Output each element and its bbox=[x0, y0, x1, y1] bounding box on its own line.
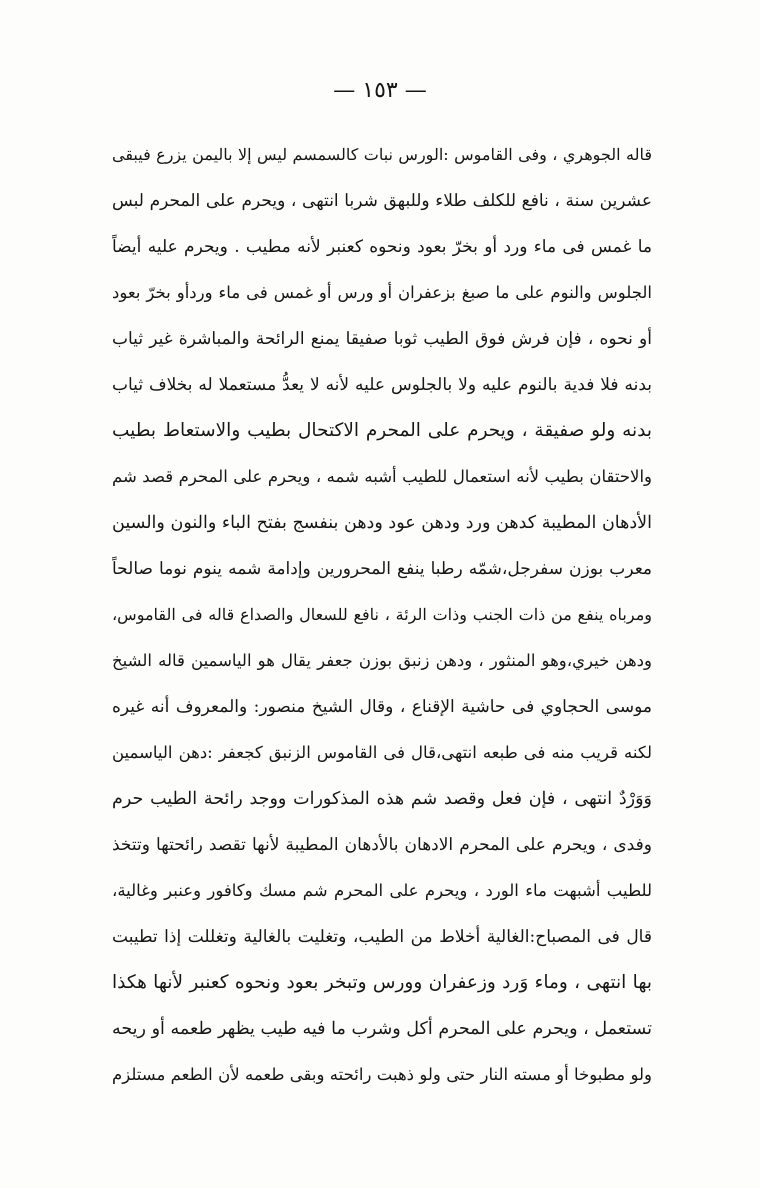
text-line: والاحتقان بطيب لأنه استعمال للطيب أشبه شمه ، ويحرم على المحرم قصد شم bbox=[112, 467, 652, 486]
text-line: قال فى المصباح:الغالية أخلاط من الطيب، وتغليت بالغالية وتغللت إذا تطيبت bbox=[112, 927, 652, 947]
text-line: بدنه فلا فدية بالنوم عليه ولا بالجلوس عليه لأنه لا يعدُّ مستعملا له بخلاف ثياب bbox=[112, 375, 652, 395]
text-line: عشرين سنة ، نافع للكلف طلاء وللبهق شربا انتهى ، ويحرم على المحرم لبس bbox=[112, 191, 652, 211]
text-line: أو نحوه ، فإن فرش فوق الطيب ثوبا صفيقا يمنع الرائحة والمباشرة غير ثياب bbox=[112, 329, 652, 349]
text-line: لكنه قريب منه فى طبعه انتهى،قال فى القاموس الزنبق كجعفر :دهن الياسمين bbox=[112, 743, 652, 762]
text-line: ودهن خيري،وهو المنثور ، ودهن زنبق بوزن جعفر يقال هو الياسمين قاله الشيخ bbox=[112, 651, 652, 670]
text-line: قاله الجوهري ، وفى القاموس :الورس نبات كالسمسم ليس إلا باليمن يزرع فيبقى bbox=[112, 145, 652, 164]
text-line: للطيب أشبهت ماء الورد ، ويحرم على المحرم شم مسك وكافور وعنبر وغالية، bbox=[112, 881, 652, 900]
text-line: تستعمل ، ويحرم على المحرم أكل وشرب ما فيه طيب يظهر طعمه أو ريحه bbox=[112, 1019, 652, 1039]
text-line: معرب بوزن سفرجل،شمّه رطبا ينفع المحرورين وإدامة شمه ينوم نوما صالحاً bbox=[112, 559, 652, 579]
text-line: ولو مطبوخا أو مسته النار حتى ولو ذهبت رائحته وبقى طعمه لأن الطعم مستلزم bbox=[112, 1065, 652, 1084]
text-line: بها انتهى ، وماء وَرد وزعفران وورس وتبخر بعود ونحوه كعنبر لأنها هكذا bbox=[112, 972, 652, 993]
text-line: موسى الحجاوي فى حاشية الإقناع ، وقال الشيخ منصور: والمعروف أنه غيره bbox=[112, 697, 652, 717]
text-line: الأدهان المطيبة كدهن ورد ودهن عود ودهن بنفسج بفتح الباء والنون والسين bbox=[112, 513, 652, 533]
text-line: ما غمس فى ماء ورد أو بخرّ بعود ونحوه كعنبر لأنه مطيب . ويحرم عليه أيضاً bbox=[112, 237, 652, 257]
text-line: الجلوس والنوم على ما صبغ بزعفران أو ورس أو غمس فى ماء وردأو بخرّ بعود bbox=[112, 283, 652, 302]
text-line: وفدى ، ويحرم على المحرم الادهان بالأدهان المطيبة لأنها تقصد رائحتها وتتخذ bbox=[112, 835, 652, 855]
text-line: ومرباه ينفع من ذات الجنب وذات الرئة ، نافع للسعال والصداع قاله فى القاموس، bbox=[112, 605, 652, 624]
text-line: بدنه ولو صفيقة ، ويحرم على المحرم الاكتحال بطيب والاستعاط بطيب bbox=[112, 420, 652, 441]
text-line: وَوَرْدٌ انتهى ، فإن فعل وقصد شم هذه المذكورات ووجد رائحة الطيب حرم bbox=[112, 789, 652, 809]
body-text bbox=[112, 132, 652, 1098]
page-number: — ١٥٣ — bbox=[333, 78, 427, 103]
